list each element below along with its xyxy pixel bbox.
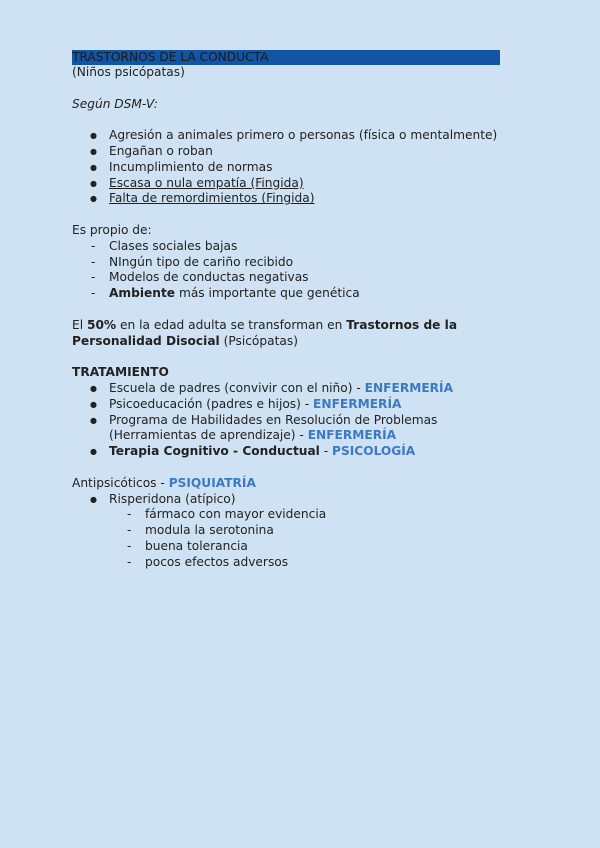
propio-item: - NIngún tipo de cariño recibido: [72, 255, 532, 271]
tratamiento-item-tag: ENFERMERÍA: [364, 380, 454, 395]
propio-list: [72, 239, 532, 302]
tratamiento-item-text: Escuela de padres (convivir con el niño) -: [109, 380, 365, 395]
adult-text: en la edad adulta se transforman en: [116, 317, 347, 332]
tratamiento-item-text: (Herramientas de aprendizaje) -: [109, 428, 308, 443]
tratamiento-item-tag: PSICOLOGÍA: [332, 444, 416, 459]
dsm-item-text: Escasa o nula empatía (Fingida): [109, 175, 304, 190]
antipsicoticos-subitem: - modula la serotonina: [72, 523, 532, 539]
tratamiento-item: [72, 444, 532, 460]
dsm-item: ● Incumplimiento de normas: [72, 160, 532, 176]
tratamiento-item: [72, 397, 532, 413]
antipsicoticos-subitem: - buena tolerancia: [72, 539, 532, 555]
tratamiento-item: [72, 381, 532, 397]
spacer: [72, 460, 532, 476]
propio-item: - Modelos de conductas negativas: [72, 270, 532, 286]
tratamiento-item-bold: Terapia Cognitivo - Conductual: [109, 444, 320, 459]
propio-item-rest: más importante que genética: [175, 286, 360, 301]
dsm-list: [72, 128, 532, 207]
dsm-item: ● Engañan o roban: [72, 144, 532, 160]
tratamiento-list: [72, 381, 532, 460]
adult-line-2: [72, 334, 532, 350]
antipsicoticos-item: ● Risperidona (atípico): [72, 492, 532, 508]
adult-percent: 50%: [86, 317, 117, 332]
tratamiento-item-tag: ENFERMERÍA: [307, 428, 397, 443]
adult-paragraph: [72, 318, 532, 350]
dsm-item: [72, 176, 532, 192]
tratamiento-item: ● Programa de Habilidades en Resolución de Problemas: [72, 413, 532, 429]
spacer: [72, 302, 532, 318]
spacer: [72, 81, 532, 97]
tratamiento-item-tag: ENFERMERÍA: [313, 396, 402, 411]
spacer: [72, 207, 532, 223]
spacer: [72, 349, 532, 365]
propio-item: [72, 286, 532, 302]
tratamiento-item-text: -: [319, 444, 333, 459]
adult-bold: Personalidad Disocial: [72, 333, 220, 348]
antipsicoticos-text: Antipsicóticos -: [72, 475, 169, 490]
document-title: TRASTORNOS DE LA CONDUCTA: [72, 50, 500, 65]
spacer: [72, 112, 532, 128]
antipsicoticos-subitem: - fármaco con mayor evidencia: [72, 507, 532, 523]
adult-line-1: [72, 318, 532, 334]
propio-item-bold: Ambiente: [109, 286, 176, 301]
dsm-item: ● Agresión a animales primero o personas (física o mentalmente): [72, 128, 532, 144]
propio-item: - Clases sociales bajas: [72, 239, 532, 255]
adult-bold: Trastornos de la: [346, 317, 458, 332]
tratamiento-item-continuation: [72, 428, 532, 444]
dsm-heading: Según DSM-V:: [72, 96, 158, 111]
antipsicoticos-subitem: - pocos efectos adversos: [72, 555, 532, 571]
antipsicoticos-heading: [72, 476, 532, 492]
dsm-item-text: Falta de remordimientos (Fingida): [109, 191, 315, 206]
tratamiento-heading: TRATAMIENTO: [72, 365, 169, 380]
document-subtitle: (Niños psicópatas): [72, 65, 185, 79]
adult-text: (Psicópatas): [219, 333, 298, 348]
tratamiento-item-text: Psicoeducación (padres e hijos) -: [109, 396, 314, 411]
document-content: [72, 50, 532, 571]
antipsicoticos-sublist: [72, 507, 532, 570]
antipsicoticos-tag: PSIQUIATRÍA: [168, 475, 256, 490]
propio-heading: Es propio de:: [72, 222, 152, 237]
dsm-item: [72, 191, 532, 207]
adult-text: El: [72, 317, 87, 332]
